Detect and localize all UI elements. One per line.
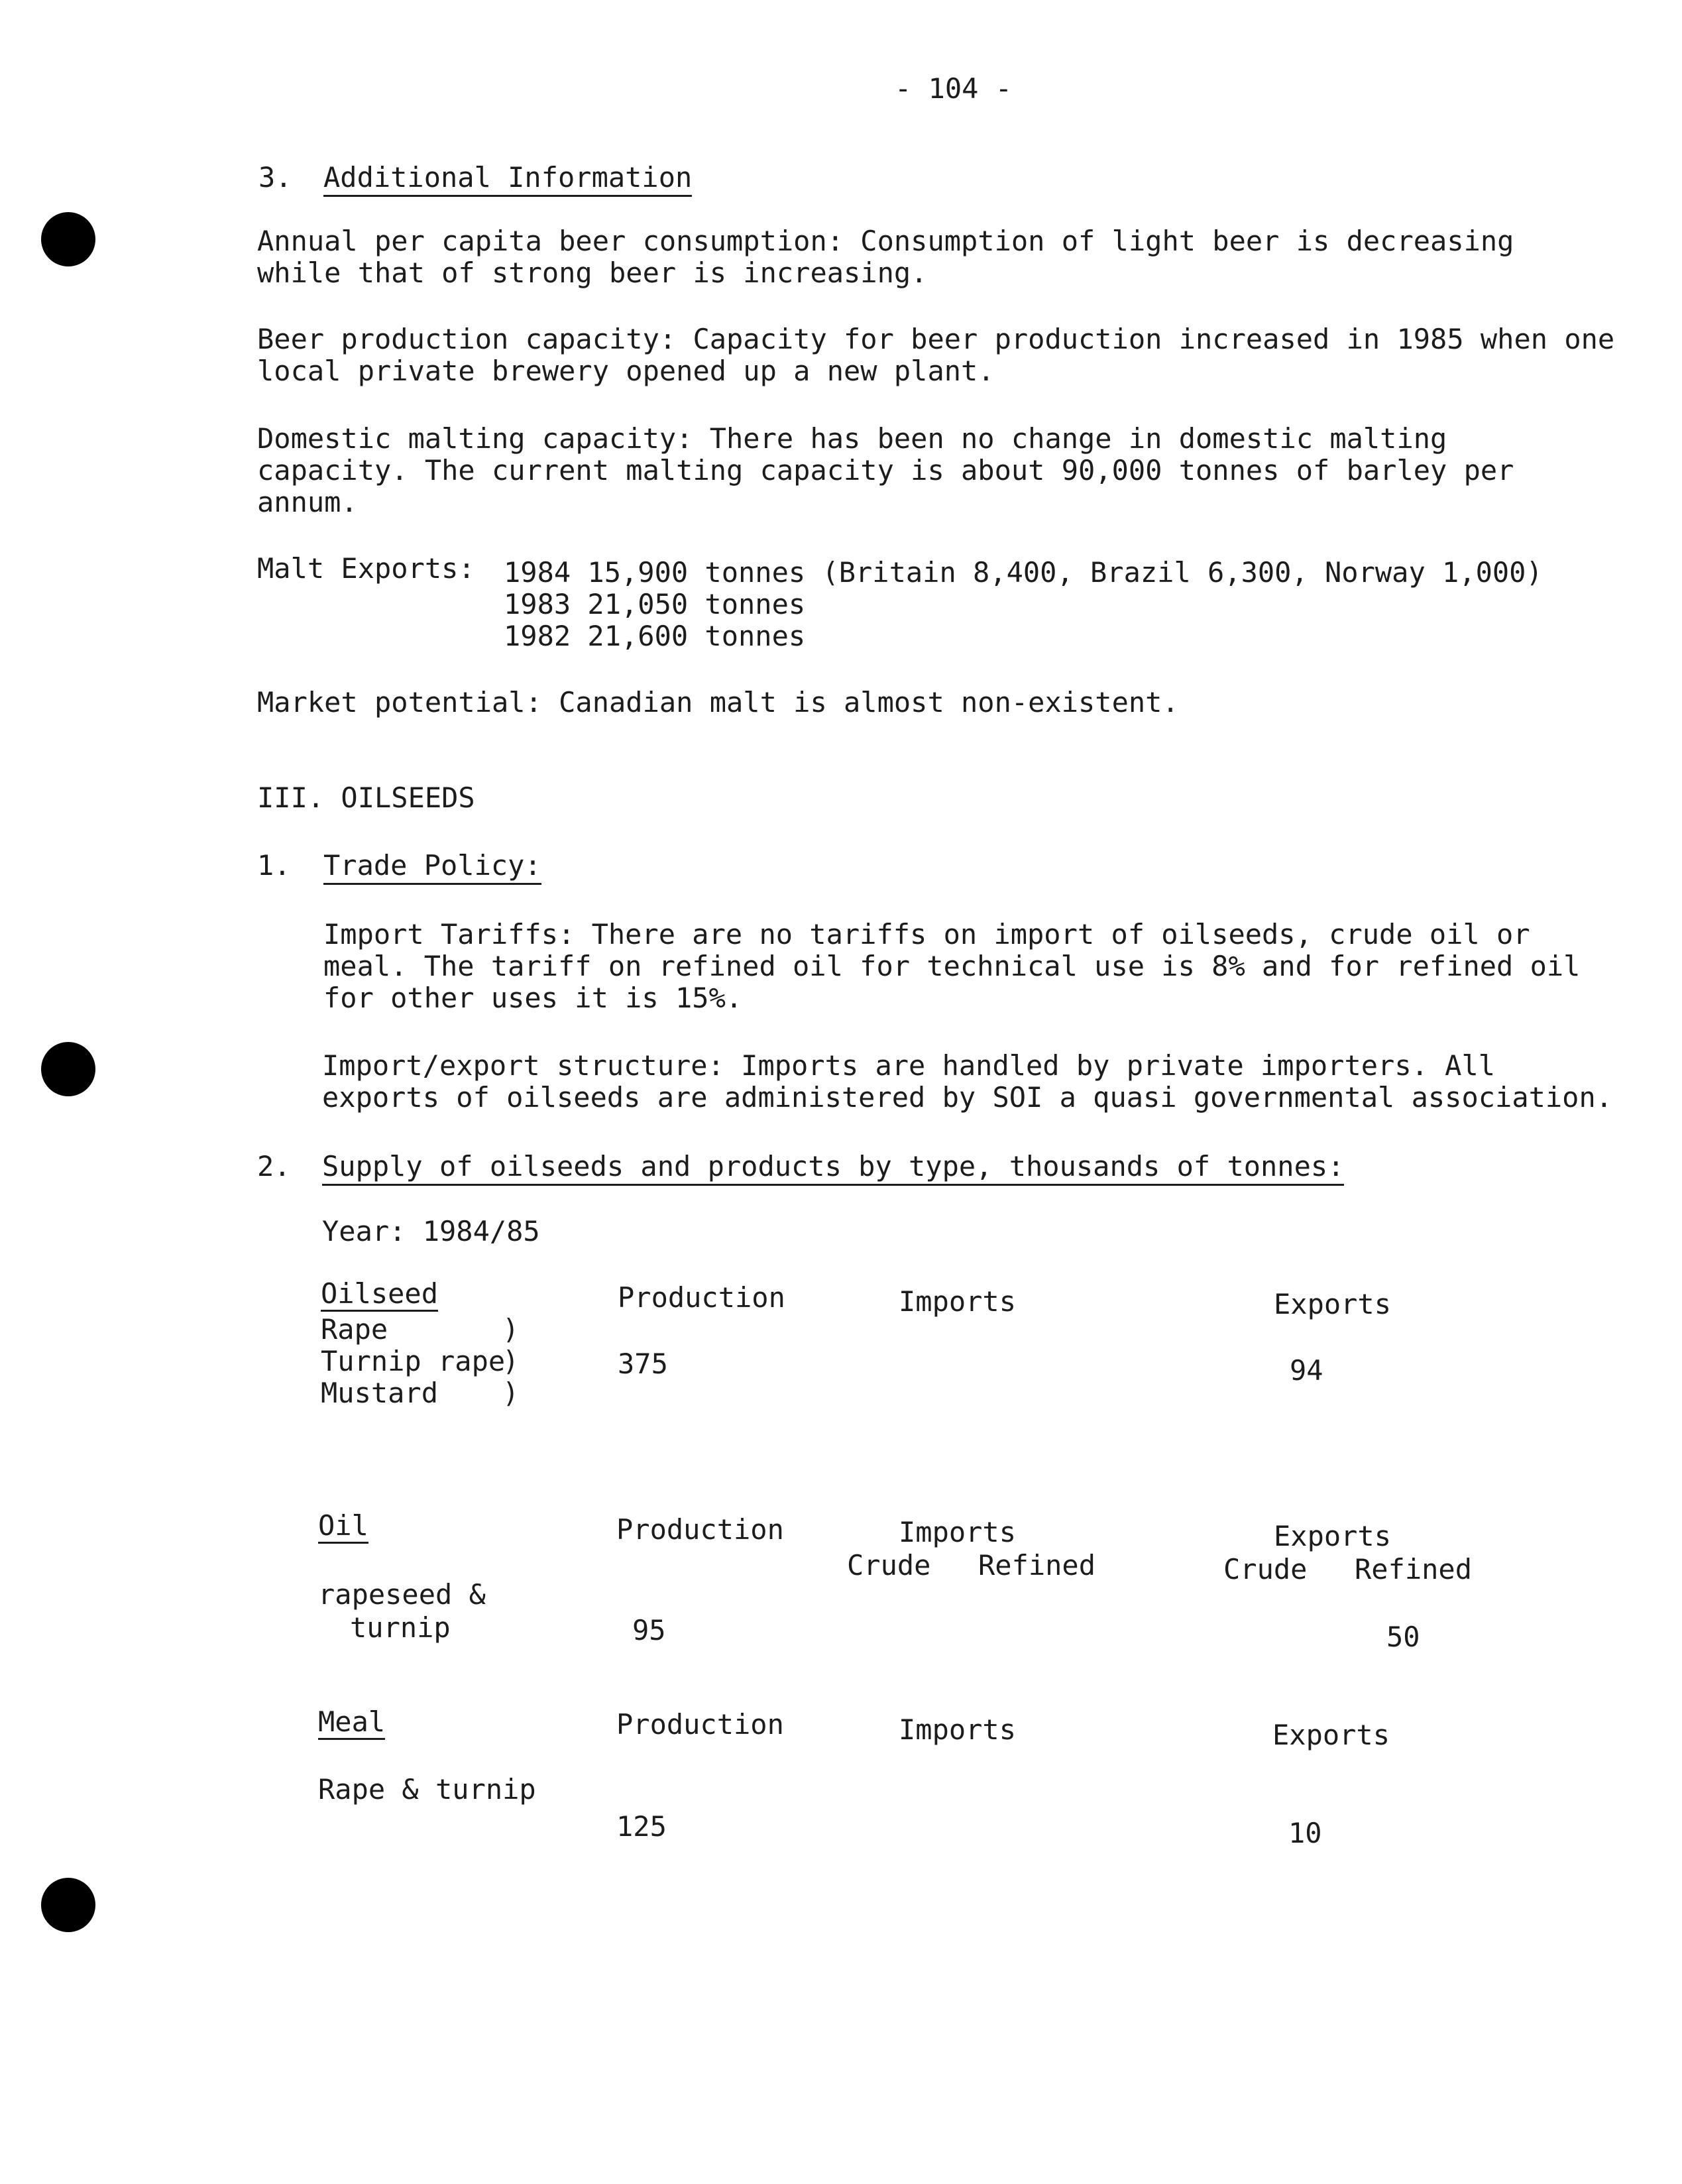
meal-exports-header: Exports <box>1272 1719 1390 1751</box>
oil-imports-crude-header: Crude <box>847 1549 931 1581</box>
oilseed-production-header: Production <box>618 1281 785 1314</box>
oil-exports-header: Exports <box>1274 1520 1392 1552</box>
page-number: - 104 - <box>895 72 1013 105</box>
subsection-number: 1. <box>257 849 291 882</box>
part-heading: III. OILSEEDS <box>257 781 475 814</box>
paragraph-line: Import Tariffs: There are no tariffs on import of oilseeds, crude oil or <box>323 918 1530 950</box>
paragraph-line: Annual per capita beer consumption: Consumption of light beer is decreasing <box>257 225 1514 257</box>
market-potential: Market potential: Canadian malt is almost non-existent. <box>257 686 1179 718</box>
oilseed-production-value: 375 <box>618 1348 668 1380</box>
paragraph-line: exports of oilseeds are administered by SOI a quasi governmental association. <box>322 1081 1613 1114</box>
oil-exports-refined-value: 50 <box>1386 1621 1420 1653</box>
beer-consumption-paragraph <box>257 225 1514 289</box>
section-number: 3. <box>258 161 292 194</box>
import-tariffs-paragraph <box>323 919 1580 1014</box>
paragraph-line: for other uses it is 15%. <box>323 982 743 1014</box>
malt-export-row: 1982 21,600 tonnes <box>504 620 806 652</box>
malt-exports-list <box>504 557 1543 652</box>
bracket-mark: ) <box>502 1313 520 1346</box>
malt-export-row: 1983 21,050 tonnes <box>504 588 806 620</box>
oilseed-item: Turnip rape <box>321 1345 506 1377</box>
oil-item: rapeseed & <box>318 1578 486 1611</box>
paragraph-line: annum. <box>257 486 358 518</box>
oilseed-item: Rape <box>321 1313 388 1346</box>
subsection-title: Trade Policy: <box>323 850 541 885</box>
malting-capacity-paragraph <box>257 423 1514 518</box>
oilseed-imports-header: Imports <box>899 1285 1017 1318</box>
meal-item: Rape & turnip <box>318 1773 536 1806</box>
paragraph-line: meal. The tariff on refined oil for technical use is 8% and for refined oil <box>323 950 1581 982</box>
oil-imports-refined-header: Refined <box>978 1549 1096 1581</box>
subsection-number: 2. <box>257 1150 291 1182</box>
oil-production-value: 95 <box>632 1614 666 1646</box>
oilseed-header: Oilseed <box>321 1279 438 1312</box>
malt-export-row: 1984 15,900 tonnes (Britain 8,400, Brazil 6,300, Norway 1,000) <box>504 556 1543 589</box>
oil-exports-refined-header: Refined <box>1355 1553 1473 1585</box>
meal-imports-header: Imports <box>899 1713 1017 1746</box>
meal-production-value: 125 <box>616 1810 667 1843</box>
bracket-mark: ) <box>502 1377 520 1409</box>
oilseed-item: Mustard <box>321 1377 439 1409</box>
meal-exports-value: 10 <box>1288 1817 1322 1849</box>
paragraph-line: Domestic malting capacity: There has been no change in domestic malting <box>257 422 1447 455</box>
year-label: Year: 1984/85 <box>322 1215 540 1247</box>
meal-header: Meal <box>318 1707 385 1740</box>
oil-production-header: Production <box>616 1513 784 1546</box>
paragraph-line: Beer production capacity: Capacity for beer production increased in 1985 when one <box>257 323 1615 355</box>
import-export-paragraph <box>322 1050 1612 1114</box>
section-title: Additional Information <box>323 162 692 197</box>
punch-hole <box>41 1042 95 1096</box>
oil-item: turnip <box>350 1611 451 1644</box>
oil-exports-crude-header: Crude <box>1223 1553 1308 1585</box>
subsection-title: Supply of oilseeds and products by type, thousands of tonnes: <box>322 1151 1344 1186</box>
punch-hole <box>41 212 95 266</box>
paragraph-line: capacity. The current malting capacity is about 90,000 tonnes of barley per <box>257 454 1514 487</box>
paragraph-line: while that of strong beer is increasing. <box>257 257 928 289</box>
punch-hole <box>41 1878 95 1932</box>
oilseed-exports-value: 94 <box>1290 1354 1323 1387</box>
beer-capacity-paragraph <box>257 323 1614 387</box>
oilseed-exports-header: Exports <box>1274 1288 1392 1320</box>
meal-production-header: Production <box>616 1708 784 1741</box>
oilseed-items <box>321 1314 505 1409</box>
oil-header: Oil <box>318 1511 368 1544</box>
oilseed-brackets <box>502 1314 519 1409</box>
bracket-mark: ) <box>502 1345 520 1377</box>
paragraph-line: Import/export structure: Imports are handled by private importers. All <box>322 1049 1496 1082</box>
paragraph-line: local private brewery opened up a new plant. <box>257 355 995 387</box>
oil-imports-header: Imports <box>899 1516 1017 1548</box>
malt-exports-label: Malt Exports: <box>257 552 475 585</box>
